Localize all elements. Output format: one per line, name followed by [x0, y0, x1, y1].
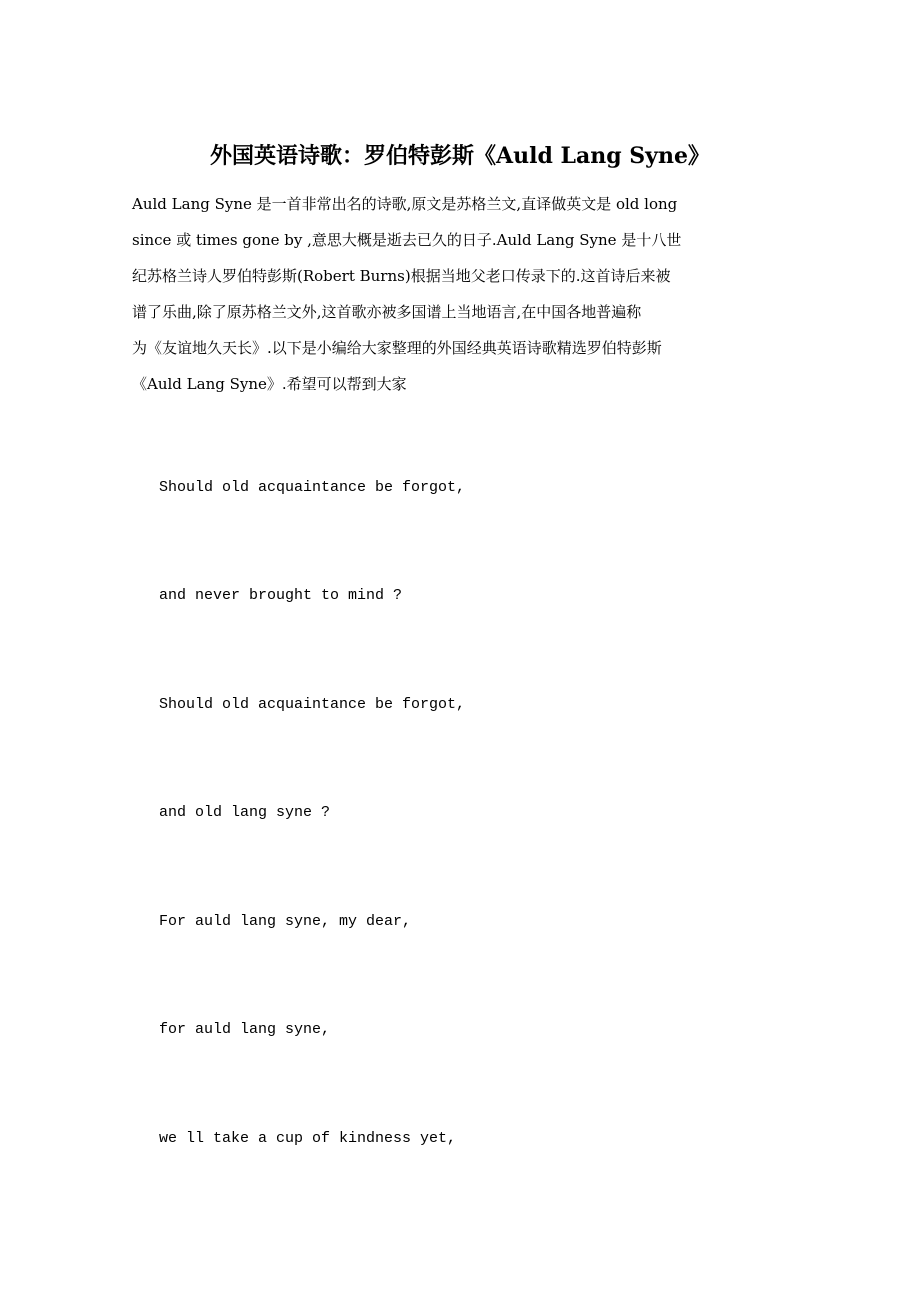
intro-line: 谱了乐曲,除了原苏格兰文外,这首歌亦被多国谱上当地语言,在中国各地普遍称 [132, 303, 642, 321]
intro-paragraph [132, 186, 804, 402]
poem-line: for auld lang syne, [159, 1021, 331, 1038]
intro-line: 为《友谊地久天长》.以下是小编给大家整理的外国经典英语诗歌精选罗伯特彭斯 [132, 339, 662, 357]
intro-line: Auld Lang Syne 是一首非常出名的诗歌,原文是苏格兰文,直译做英文是 old long [132, 195, 678, 213]
poem-line: Should old acquaintance be forgot, [159, 479, 466, 496]
document-title: 外国英语诗歌：罗伯特彭斯《Auld Lang Syne》 [210, 143, 710, 169]
poem-line: and never brought to mind ? [159, 587, 403, 604]
intro-line: 《Auld Lang Syne》.希望可以帮到大家 [132, 375, 407, 393]
poem-line: and old lang syne ? [159, 804, 331, 821]
poem-line: we ll take a cup of kindness yet, [159, 1130, 457, 1147]
poem-line: Should old acquaintance be forgot, [159, 696, 466, 713]
intro-line: since 或 times gone by ,意思大概是逝去已久的日子.Auld Lang Syne 是十八世 [132, 231, 682, 249]
intro-line: 纪苏格兰诗人罗伯特彭斯(Robert Burns)根据当地父老口传录下的.这首诗后来被 [132, 267, 671, 285]
poem-line: For auld lang syne, my dear, [159, 913, 412, 930]
